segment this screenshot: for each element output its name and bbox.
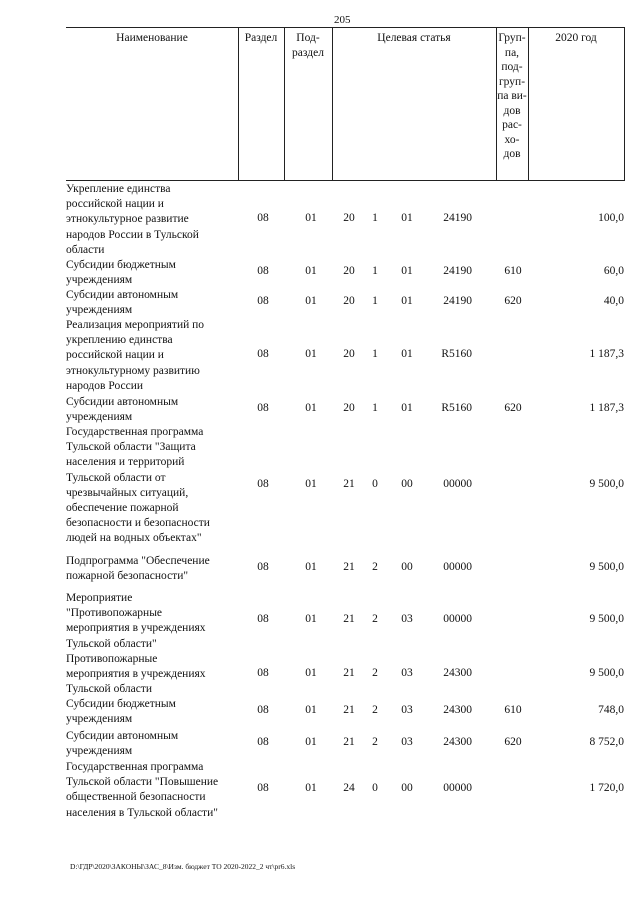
table-row xyxy=(66,697,626,729)
cell-podrazdel: 01 xyxy=(305,402,317,415)
row-name-line: населения и территорий xyxy=(66,456,185,469)
header-razdel: Раздел xyxy=(244,32,278,44)
cell-cs2: 1 xyxy=(372,295,378,308)
row-name-line: безопасности и безопасности xyxy=(66,517,210,530)
cell-cs3: 00 xyxy=(401,477,413,490)
row-name xyxy=(66,591,238,652)
cell-razdel: 08 xyxy=(257,477,269,490)
row-name-line: пожарной безопасности" xyxy=(66,570,189,583)
row-name-line: мероприятия в учреждениях xyxy=(66,668,206,681)
row-name xyxy=(66,182,238,258)
cell-razdel: 08 xyxy=(257,736,269,749)
cell-razdel: 08 xyxy=(257,666,269,679)
cell-cs2: 1 xyxy=(372,212,378,224)
row-name-line: Государственная программа xyxy=(66,761,204,773)
row-name-line: учреждениям xyxy=(66,713,133,726)
cell-cs4: R5160 xyxy=(441,348,472,360)
row-name-line: населения в Тульской области" xyxy=(66,806,218,819)
cell-amount: 9 500,0 xyxy=(589,561,624,574)
cell-cs1: 21 xyxy=(343,666,355,679)
row-name-line: Мероприятие xyxy=(66,592,133,604)
cell-cs4: R5160 xyxy=(441,402,472,415)
row-name-line: Субсидии автономным xyxy=(66,396,179,408)
cell-podrazdel: 01 xyxy=(305,613,317,626)
row-name-line: области xyxy=(66,243,105,256)
row-name-line: учреждениям xyxy=(66,274,133,287)
cell-cs3: 03 xyxy=(401,666,413,679)
table-row xyxy=(66,288,626,318)
cell-podrazdel: 01 xyxy=(305,348,317,360)
cell-cs2: 2 xyxy=(372,613,378,626)
cell-podrazdel: 01 xyxy=(305,736,317,749)
header.gruppa-line: дов xyxy=(503,104,521,117)
cell-cs4: 24190 xyxy=(443,265,472,278)
cell-podrazdel: 01 xyxy=(305,265,317,278)
cell-cs3: 00 xyxy=(401,782,413,795)
row-name-line: Субсидии бюджетным xyxy=(66,259,176,271)
row-name-line: российской нации и xyxy=(66,349,164,362)
header.gruppa-line: хо- xyxy=(504,133,520,146)
cell-cs2: 2 xyxy=(372,736,378,749)
header.podrazdel-line: раздел xyxy=(292,46,324,59)
table-header xyxy=(66,27,624,181)
cell-razdel: 08 xyxy=(257,782,269,795)
header.podrazdel-line: Под- xyxy=(296,32,320,44)
cell-cs1: 21 xyxy=(343,477,355,490)
row-name xyxy=(66,729,238,759)
cell-cs3: 00 xyxy=(401,561,413,574)
file-path-footer: D:\ГДР\2020\ЗАКОНЫ\ЗАС_8\Изм. бюджет ТО 2020-2022_2 чт\pr6.xls xyxy=(70,862,296,871)
row-name-line: учреждениям xyxy=(66,304,133,317)
table-row xyxy=(66,395,626,425)
cell-cs3: 03 xyxy=(401,704,413,717)
cell-cs4: 00000 xyxy=(443,782,472,795)
header.gruppa-line: рас- xyxy=(502,119,522,131)
row-name-line: этнокультурное развитие xyxy=(66,213,189,226)
cell-podrazdel: 01 xyxy=(305,782,317,795)
table-row xyxy=(66,258,626,288)
row-name-line: Субсидии автономным xyxy=(66,730,179,742)
table-row xyxy=(66,318,626,394)
row-name-line: Укрепление единства xyxy=(66,183,171,195)
cell-cs1: 20 xyxy=(343,402,355,415)
cell-podrazdel: 01 xyxy=(305,561,317,574)
header-name: Наименование xyxy=(116,32,188,44)
cell-amount: 100,0 xyxy=(598,212,624,224)
row-name-line: Субсидии бюджетным xyxy=(66,698,176,710)
cell-vr: 620 xyxy=(504,295,522,308)
cell-amount: 40,0 xyxy=(603,295,624,308)
row-name-line: мероприятия в учреждениях xyxy=(66,622,206,635)
row-name xyxy=(66,425,238,547)
cell-amount: 748,0 xyxy=(598,704,624,717)
cell-podrazdel: 01 xyxy=(305,477,317,490)
cell-cs4: 00000 xyxy=(443,561,472,574)
cell-cs4: 00000 xyxy=(443,477,472,490)
page-number: 205 xyxy=(334,14,351,26)
header-podrazdel xyxy=(284,31,332,60)
row-name xyxy=(66,760,238,821)
row-name-line: Государственная программа xyxy=(66,426,204,438)
row-name-line: укреплению единства xyxy=(66,334,173,347)
cell-razdel: 08 xyxy=(257,265,269,278)
row-name-line: обеспечение пожарной xyxy=(66,502,179,515)
cell-vr: 610 xyxy=(504,704,522,717)
table-row xyxy=(66,182,626,258)
header.gruppa-line: под- xyxy=(501,61,523,73)
cell-cs2: 1 xyxy=(372,402,378,415)
cell-cs3: 03 xyxy=(401,613,413,626)
cell-cs3: 03 xyxy=(401,736,413,749)
row-name-line: людей на водных объектах" xyxy=(66,532,202,545)
cell-vr: 620 xyxy=(504,736,522,749)
cell-amount: 9 500,0 xyxy=(589,666,624,679)
cell-cs1: 20 xyxy=(343,295,355,308)
row-name-line: учреждениям xyxy=(66,745,133,758)
header-celevaya: Целевая статья xyxy=(377,32,451,44)
row-name-line: учреждениям xyxy=(66,411,133,424)
table-row xyxy=(66,554,626,584)
header.gruppa-line: па ви- xyxy=(497,90,527,102)
cell-podrazdel: 01 xyxy=(305,666,317,679)
cell-cs3: 01 xyxy=(401,348,413,360)
cell-cs2: 2 xyxy=(372,561,378,574)
row-name xyxy=(66,318,238,394)
header.gruppa-line: груп- xyxy=(498,75,526,88)
row-name xyxy=(66,652,238,698)
row-name-line: чрезвычайных ситуаций, xyxy=(66,486,189,499)
cell-podrazdel: 01 xyxy=(305,295,317,308)
cell-cs4: 24300 xyxy=(443,736,472,749)
row-name-line: Тульской области от xyxy=(66,471,166,484)
cell-cs1: 24 xyxy=(343,782,355,795)
cell-cs3: 01 xyxy=(401,402,413,415)
cell-amount: 1 187,3 xyxy=(589,402,624,415)
row-name-line: "Противопожарные xyxy=(66,607,163,620)
cell-amount: 1 187,3 xyxy=(589,348,624,360)
cell-cs4: 00000 xyxy=(443,613,472,626)
cell-razdel: 08 xyxy=(257,348,269,360)
cell-vr: 620 xyxy=(504,402,522,415)
row-name-line: Тульской области "Защита xyxy=(66,441,196,454)
cell-cs2: 2 xyxy=(372,666,378,679)
row-name-line: Тульской области" xyxy=(66,637,157,650)
cell-razdel: 08 xyxy=(257,295,269,308)
row-name-line: народов России xyxy=(66,379,143,392)
cell-cs1: 21 xyxy=(343,704,355,717)
cell-amount: 60,0 xyxy=(603,265,624,278)
table-row xyxy=(66,729,626,761)
row-name xyxy=(66,395,238,425)
cell-cs3: 01 xyxy=(401,295,413,308)
row-name-line: Субсидии автономным xyxy=(66,289,179,301)
table-row xyxy=(66,652,626,698)
header.gruppa-line: дов xyxy=(503,148,521,160)
cell-cs1: 20 xyxy=(343,348,355,360)
cell-cs2: 1 xyxy=(372,265,378,278)
header.gruppa-line: Груп- xyxy=(498,32,526,44)
cell-cs2: 0 xyxy=(372,477,378,490)
header-gruppa xyxy=(496,31,528,162)
cell-cs1: 20 xyxy=(343,265,355,278)
row-name xyxy=(66,554,238,584)
cell-cs1: 20 xyxy=(343,212,355,224)
cell-amount: 8 752,0 xyxy=(589,736,624,749)
cell-vr: 610 xyxy=(504,265,522,278)
table-row xyxy=(66,760,626,820)
cell-cs2: 2 xyxy=(372,704,378,717)
row-name-line: Реализация мероприятий по xyxy=(66,319,205,331)
row-name xyxy=(66,697,238,727)
row-name-line: народов России в Тульской xyxy=(66,228,199,241)
row-name-line: Тульской области xyxy=(66,683,153,696)
cell-cs4: 24300 xyxy=(443,704,472,717)
row-name-line: российской нации и xyxy=(66,198,164,211)
cell-cs4: 24190 xyxy=(443,295,472,308)
cell-amount: 9 500,0 xyxy=(589,477,624,490)
row-name-line: общественной безопасности xyxy=(66,791,206,804)
table-row xyxy=(66,425,626,547)
cell-razdel: 08 xyxy=(257,561,269,574)
cell-razdel: 08 xyxy=(257,704,269,717)
header-year: 2020 год xyxy=(555,32,597,44)
cell-cs2: 0 xyxy=(372,782,378,795)
cell-razdel: 08 xyxy=(257,613,269,626)
cell-amount: 1 720,0 xyxy=(589,782,624,795)
cell-cs1: 21 xyxy=(343,736,355,749)
cell-razdel: 08 xyxy=(257,402,269,415)
cell-cs4: 24190 xyxy=(443,212,472,224)
row-name xyxy=(66,258,238,288)
cell-podrazdel: 01 xyxy=(305,212,317,224)
cell-cs2: 1 xyxy=(372,348,378,360)
cell-amount: 9 500,0 xyxy=(589,613,624,626)
row-name-line: Подпрограмма "Обеспечение xyxy=(66,555,210,567)
row-name-line: этнокультурному развитию xyxy=(66,364,200,377)
table-row xyxy=(66,591,626,652)
row-name-line: Тульской области "Повышение xyxy=(66,776,219,789)
row-name-line: Противопожарные xyxy=(66,653,158,665)
cell-podrazdel: 01 xyxy=(305,704,317,717)
header.gruppa-line: па, xyxy=(504,46,520,59)
cell-cs1: 21 xyxy=(343,561,355,574)
row-name xyxy=(66,288,238,318)
cell-cs4: 24300 xyxy=(443,666,472,679)
cell-cs3: 01 xyxy=(401,212,413,224)
cell-cs3: 01 xyxy=(401,265,413,278)
cell-cs1: 21 xyxy=(343,613,355,626)
cell-razdel: 08 xyxy=(257,212,269,224)
